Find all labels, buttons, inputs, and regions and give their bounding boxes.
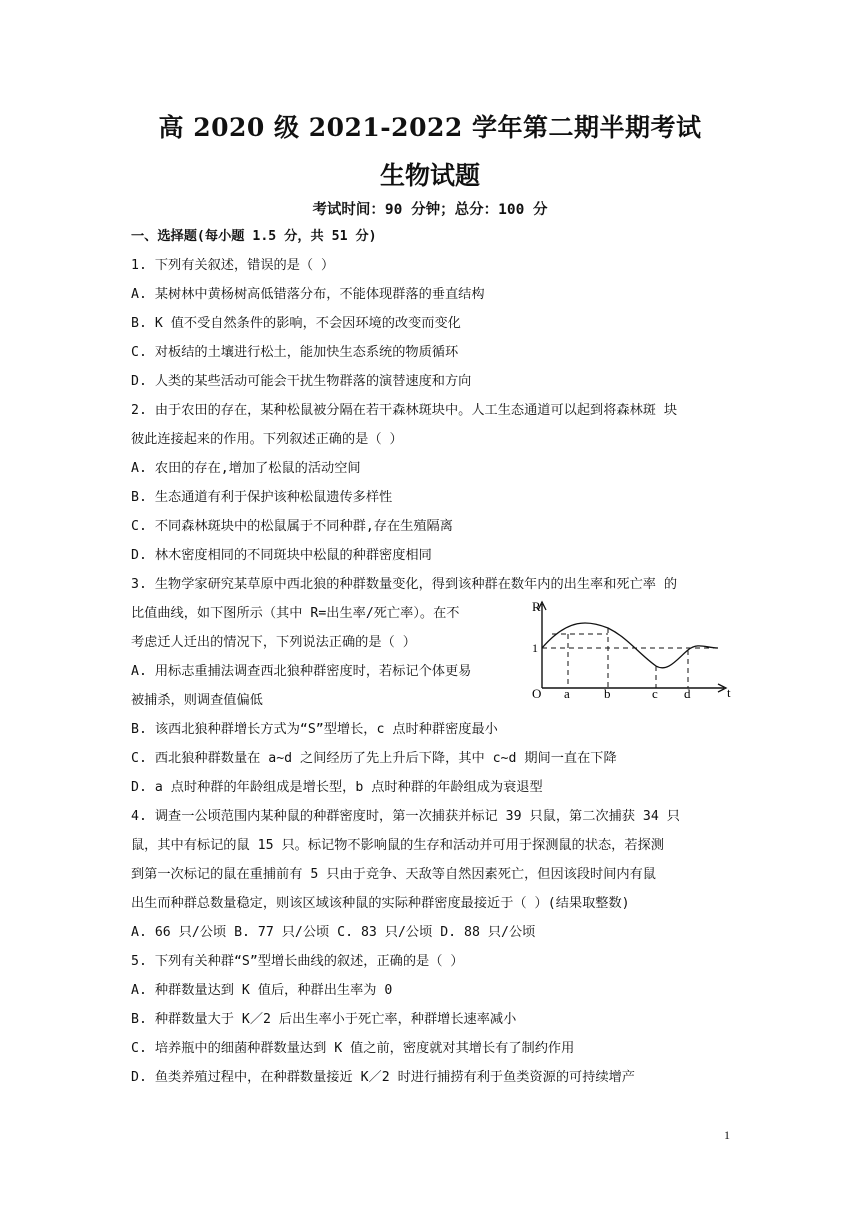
- page-number: 1: [724, 1128, 730, 1142]
- q3-option-d: D. a 点时种群的年龄组成是增长型，b 点时种群的年龄组成为衰退型: [131, 780, 543, 795]
- r-ratio-figure: [528, 598, 738, 700]
- q5-option-c: C. 培养瓶中的细菌种群数量达到 K 值之前，密度就对其增长有了制约作用: [131, 1041, 575, 1056]
- x-tick-a: a: [564, 686, 570, 700]
- x-axis-label: t: [727, 685, 731, 700]
- q1-stem: 1. 下列有关叙述，错误的是（ ）: [131, 258, 335, 273]
- q3-stem-line3: 考虑迁人迁出的情况下，下列说法正确的是（ ）: [131, 635, 416, 650]
- x-tick-d: d: [684, 686, 691, 700]
- y-tick-one: 1: [532, 641, 538, 655]
- q1-option-b: B. K 值不受自然条件的影响，不会因环境的改变而变化: [131, 316, 461, 331]
- q5-stem: 5. 下列有关种群“S”型增长曲线的叙述，正确的是（ ）: [131, 954, 464, 969]
- q2-stem-line2: 彼此连接起来的作用。下列叙述正确的是（ ）: [131, 432, 403, 447]
- q4-stem-line2: 鼠，其中有标记的鼠 15 只。标记物不影响鼠的生存和活动并可用于探测鼠的状态，若探测: [131, 838, 664, 853]
- q1-option-a: A. 某树林中黄杨树高低错落分布，不能体现群落的垂直结构: [131, 287, 485, 302]
- q3-option-c: C. 西北狼种群数量在 a~d 之间经历了先上升后下降，其中 c~d 期间一直在下降: [131, 751, 617, 766]
- q2-option-d: D. 林木密度相同的不同斑块中松鼠的种群密度相同: [131, 548, 432, 563]
- q5-option-a: A. 种群数量达到 K 值后，种群出生率为 0: [131, 983, 393, 998]
- q4-stem-line3: 到第一次标记的鼠在重捕前有 5 只由于竞争、天敌等自然因素死亡，但因该段时间内有鼠: [131, 867, 656, 882]
- q4-options: A. 66 只/公顷 B. 77 只/公顷 C. 83 只/公顷 D. 88 只/公顷: [131, 925, 536, 940]
- q4-stem-line1: 4. 调查一公顷范围内某种鼠的种群密度时，第一次捕获并标记 39 只鼠，第二次捕获 34 只: [131, 809, 680, 824]
- q3-option-a-line2: 被捕杀，则调查值偏低: [131, 693, 263, 708]
- section-heading: 一、选择题(每小题 1.5 分，共 51 分): [131, 229, 377, 244]
- q1-option-c: C. 对板结的土壤进行松土，能加快生态系统的物质循环: [131, 345, 459, 360]
- y-axis-label: R: [532, 599, 541, 614]
- exam-info: 考试时间：90 分钟；总分：100 分: [312, 202, 548, 218]
- q3-stem-line2: 比值曲线，如下图所示（其中 R=出生率/死亡率）。在不: [131, 606, 460, 621]
- q5-option-b: B. 种群数量大于 K／2 后出生率小于死亡率，种群增长速率减小: [131, 1012, 517, 1027]
- x-tick-c: c: [652, 686, 658, 700]
- exam-title: 高 2020 级 2021-2022 学年第二期半期考试: [158, 113, 702, 142]
- q3-stem-line1: 3. 生物学家研究某草原中西北狼的种群数量变化，得到该种群在数年内的出生率和死亡率 的: [131, 577, 678, 592]
- q5-option-d: D. 鱼类养殖过程中，在种群数量接近 K／2 时进行捕捞有利于鱼类资源的可持续增产: [131, 1070, 635, 1085]
- q3-option-b: B. 该西北狼种群增长方式为“S”型增长，c 点时种群密度最小: [131, 722, 498, 737]
- x-tick-b: b: [604, 686, 611, 700]
- q2-option-c: C. 不同森林斑块中的松鼠属于不同种群,存在生殖隔离: [131, 519, 453, 534]
- exam-subtitle: 生物试题: [379, 161, 480, 190]
- origin-label: O: [532, 686, 542, 700]
- q1-option-d: D. 人类的某些活动可能会干扰生物群落的演替速度和方向: [131, 374, 472, 389]
- q2-option-a: A. 农田的存在,增加了松鼠的活动空间: [131, 461, 361, 476]
- q2-stem-line1: 2. 由于农田的存在，某种松鼠被分隔在若干森林斑块中。人工生态通道可以起到将森林斑 块: [131, 403, 678, 418]
- q4-stem-line4: 出生而种群总数量稳定，则该区域该种鼠的实际种群密度最接近于（ ）(结果取整数): [131, 896, 630, 911]
- q3-option-a-line1: A. 用标志重捕法调查西北狼种群密度时，若标记个体更易: [131, 664, 472, 679]
- q2-option-b: B. 生态通道有利于保护该种松鼠遗传多样性: [131, 490, 393, 505]
